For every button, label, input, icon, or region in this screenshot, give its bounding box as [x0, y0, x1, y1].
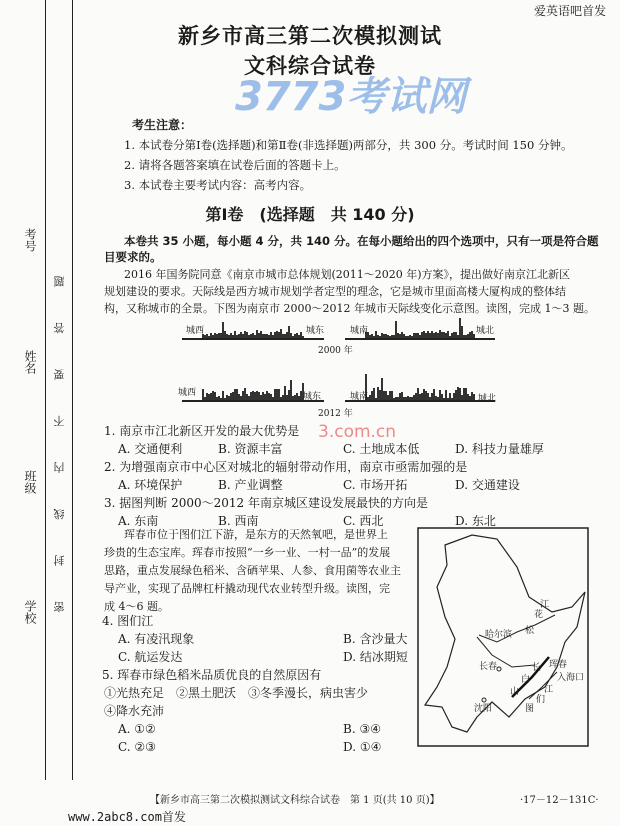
option-c[interactable]: C. 市场开拓 — [343, 478, 408, 492]
year-2012: 2012 年 — [318, 409, 353, 419]
option-b[interactable]: B. ③④ — [343, 722, 381, 736]
passage-line: 构，又称城市的全景。下图为南京市 2000～2012 年城市天际线变化示意图。读图，完成 1～3 题。 — [104, 302, 595, 315]
label-shan: 山 — [510, 687, 520, 697]
label-north: 城北 — [476, 326, 495, 336]
option-b[interactable]: B. 西南 — [218, 514, 259, 528]
passage-line: 珲春市位于图们江下游，是东方的天然氧吧，是世界上 — [124, 528, 388, 541]
margin-line-outer — [45, 0, 46, 780]
passage-line: 导产业，实现了品牌杠杆撬动现代农业转型升级。读图，完 — [104, 582, 390, 595]
option-d[interactable]: D. 结冰期短 — [343, 650, 408, 664]
label-west: 城西 — [178, 388, 197, 398]
field-exam-number[interactable]: 考号 — [23, 228, 37, 252]
notice-item: 3. 本试卷主要考试内容：高考内容。 — [124, 178, 312, 192]
option-a[interactable]: A. 东南 — [118, 514, 159, 528]
label-changchun: 长春 — [479, 662, 498, 672]
section-intro: 目要求的。 — [104, 250, 162, 264]
statement-line: ①光热充足 ②黑土肥沃 ③冬季漫长，病虫害少 — [104, 686, 369, 700]
label-hunchun: 珲春 — [549, 660, 568, 670]
label-south: 城南 — [350, 326, 369, 336]
source-note: www.2abc8.com首发 — [68, 810, 186, 824]
option-d[interactable]: D. ①④ — [343, 740, 382, 754]
label-men: 们 — [536, 695, 546, 705]
option-a[interactable]: A. 交通便利 — [118, 442, 183, 456]
option-a[interactable]: A. 有凌汛现象 — [118, 632, 195, 646]
watermark-url: 3.com.cn — [318, 422, 397, 442]
option-c[interactable]: C. 航运发达 — [118, 650, 183, 664]
field-school[interactable]: 学校 — [23, 600, 37, 624]
building-bar — [473, 334, 475, 338]
label-tu: 图 — [525, 704, 535, 714]
section-intro: 本卷共 35 小题，每小题 4 分，共 140 分。在每小题给出的四个选项中，只有一项是符合题 — [124, 234, 599, 248]
question-stem: 1. 南京市江北新区开发的最大优势是 — [104, 424, 300, 438]
label-harbin: 哈尔滨 — [485, 630, 513, 640]
exam-subtitle: 文科综合试卷 — [244, 54, 376, 78]
label-jiang2: 江 — [544, 685, 554, 695]
notice-item: 2. 请将各题答案填在试卷后面的答题卡上。 — [124, 158, 346, 172]
option-c[interactable]: C. ②③ — [118, 740, 156, 754]
label-song: 松 — [525, 626, 535, 636]
label-estuary: 入海口 — [557, 673, 585, 683]
statement-line: ④降水充沛 — [104, 704, 165, 718]
notice-item: 1. 本试卷分第Ⅰ卷(选择题)和第Ⅱ卷(非选择题)两部分，共 300 分。考试时间 150 分钟。 — [124, 138, 573, 152]
notice-heading: 考生注意： — [132, 118, 193, 132]
question-stem: 5. 珲春市绿色稻米品质优良的自然原因有 — [102, 668, 322, 682]
building-bar — [302, 336, 304, 338]
footer-code: ·17－12－131C· — [520, 795, 599, 806]
shenyang-dot — [482, 698, 486, 702]
exam-title: 新乡市高三第二次模拟测试 — [178, 24, 442, 48]
label-west: 城西 — [186, 326, 205, 336]
building-bar — [473, 394, 475, 400]
field-class[interactable]: 班级 — [23, 470, 37, 494]
northeast-china-map — [417, 527, 613, 767]
changchun-dot — [497, 667, 501, 671]
footer-page-info: 【新乡市高三第二次模拟测试文科综合试卷 第 1 页(共 10 页)】 — [150, 795, 440, 806]
option-d[interactable]: D. 交通建设 — [455, 478, 520, 492]
passage-line: 规划建设的要求。天际线是西方城市规划学者定型的理念，它是城市里面高楼大厦构成的整体结 — [104, 285, 566, 298]
passage-line: 珍贵的生态宝库。珲春市按照“一乡一业、一村一品”的发展 — [104, 546, 391, 559]
year-2000: 2000 年 — [318, 346, 353, 356]
label-north: 城北 — [478, 394, 497, 404]
seal-line-text: 密 封 线 内 不 要 答 题 — [53, 260, 66, 613]
label-chang: 长 — [532, 663, 542, 673]
label-shenyang: 沈阳 — [474, 704, 493, 714]
option-b[interactable]: B. 资源丰富 — [218, 442, 283, 456]
margin-line-inner — [72, 0, 73, 780]
question-stem: 2. 为增强南京市中心区对城北的辐射带动作用，南京市亟需加强的是 — [104, 460, 468, 474]
option-d[interactable]: D. 东北 — [455, 514, 496, 528]
label-bai: 白 — [521, 675, 531, 685]
question-stem: 3. 据图判断 2000～2012 年南京城区建设发展最快的方向是 — [104, 496, 428, 510]
option-b[interactable]: B. 产业调整 — [218, 478, 283, 492]
option-c[interactable]: C. 土地成本低 — [343, 442, 420, 456]
watermark-logo: 3773考试网 — [235, 74, 467, 120]
label-east: 城东 — [306, 326, 325, 336]
label-jiang: 江 — [540, 600, 550, 610]
corner-note: 爱英语吧首发 — [533, 4, 606, 18]
section-heading: 第Ⅰ卷 (选择题 共 140 分) — [205, 205, 415, 224]
label-hua: 花 — [534, 610, 544, 620]
passage-line: 2016 年国务院同意《南京市城市总体规划(2011～2020 年)方案》，提出做好南京江北新区 — [124, 268, 571, 281]
label-east: 城东 — [303, 392, 322, 402]
question-stem: 4. 图们江 — [102, 614, 154, 628]
option-d[interactable]: D. 科技力量雄厚 — [455, 442, 544, 456]
field-name[interactable]: 姓名 — [23, 350, 37, 374]
passage-line: 思路，重点发展绿色稻米、含硒苹果、人参、食用菌等农业主 — [104, 564, 401, 577]
passage-line: 成 4～6 题。 — [104, 600, 169, 613]
label-south: 城南 — [350, 392, 369, 402]
option-a[interactable]: A. 环境保护 — [118, 478, 183, 492]
option-c[interactable]: C. 西北 — [343, 514, 384, 528]
option-b[interactable]: B. 含沙量大 — [343, 632, 408, 646]
option-a[interactable]: A. ①② — [118, 722, 156, 736]
